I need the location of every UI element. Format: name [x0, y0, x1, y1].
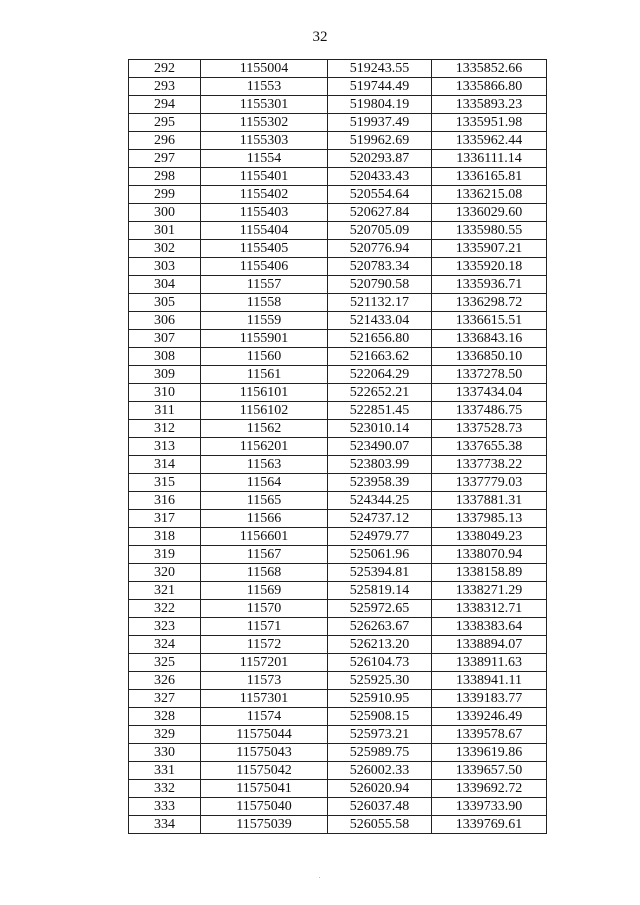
y-coordinate-cell: 1338941.11 [432, 672, 547, 690]
table-row [129, 294, 547, 312]
row-index-cell: 328 [129, 708, 201, 726]
table-row [129, 168, 547, 186]
row-index-cell: 322 [129, 600, 201, 618]
point-id-cell: 11554 [201, 150, 328, 168]
x-coordinate-cell: 525394.81 [328, 564, 432, 582]
table-row [129, 384, 547, 402]
x-coordinate-cell: 520293.87 [328, 150, 432, 168]
table-row [129, 366, 547, 384]
point-id-cell: 11575044 [201, 726, 328, 744]
row-index-cell: 330 [129, 744, 201, 762]
row-index-cell: 313 [129, 438, 201, 456]
x-coordinate-cell: 525061.96 [328, 546, 432, 564]
table-row [129, 672, 547, 690]
table-row [129, 510, 547, 528]
y-coordinate-cell: 1336215.08 [432, 186, 547, 204]
point-id-cell: 11560 [201, 348, 328, 366]
x-coordinate-cell: 525908.15 [328, 708, 432, 726]
point-id-cell: 11572 [201, 636, 328, 654]
point-id-cell: 11564 [201, 474, 328, 492]
y-coordinate-cell: 1337486.75 [432, 402, 547, 420]
point-id-cell: 1156101 [201, 384, 328, 402]
y-coordinate-cell: 1335951.98 [432, 114, 547, 132]
y-coordinate-cell: 1338271.29 [432, 582, 547, 600]
point-id-cell: 11553 [201, 78, 328, 96]
x-coordinate-cell: 526002.33 [328, 762, 432, 780]
point-id-cell: 11575041 [201, 780, 328, 798]
row-index-cell: 315 [129, 474, 201, 492]
y-coordinate-cell: 1337655.38 [432, 438, 547, 456]
y-coordinate-cell: 1338158.89 [432, 564, 547, 582]
point-id-cell: 11575040 [201, 798, 328, 816]
table-row [129, 726, 547, 744]
row-index-cell: 309 [129, 366, 201, 384]
point-id-cell: 1157301 [201, 690, 328, 708]
table-body [129, 60, 547, 834]
table-row [129, 816, 547, 834]
row-index-cell: 333 [129, 798, 201, 816]
point-id-cell: 1157201 [201, 654, 328, 672]
y-coordinate-cell: 1338312.71 [432, 600, 547, 618]
row-index-cell: 326 [129, 672, 201, 690]
table-row [129, 132, 547, 150]
row-index-cell: 293 [129, 78, 201, 96]
row-index-cell: 301 [129, 222, 201, 240]
row-index-cell: 302 [129, 240, 201, 258]
x-coordinate-cell: 526020.94 [328, 780, 432, 798]
point-id-cell: 11559 [201, 312, 328, 330]
table-row [129, 438, 547, 456]
y-coordinate-cell: 1338383.64 [432, 618, 547, 636]
table-row [129, 744, 547, 762]
point-id-cell: 11571 [201, 618, 328, 636]
point-id-cell: 1155301 [201, 96, 328, 114]
y-coordinate-cell: 1336615.51 [432, 312, 547, 330]
x-coordinate-cell: 522064.29 [328, 366, 432, 384]
scan-speck [319, 877, 320, 878]
y-coordinate-cell: 1336165.81 [432, 168, 547, 186]
row-index-cell: 299 [129, 186, 201, 204]
point-id-cell: 11558 [201, 294, 328, 312]
table-row [129, 330, 547, 348]
y-coordinate-cell: 1336850.10 [432, 348, 547, 366]
point-id-cell: 11561 [201, 366, 328, 384]
row-index-cell: 319 [129, 546, 201, 564]
table-row [129, 186, 547, 204]
y-coordinate-cell: 1338911.63 [432, 654, 547, 672]
row-index-cell: 334 [129, 816, 201, 834]
y-coordinate-cell: 1338070.94 [432, 546, 547, 564]
table-row [129, 222, 547, 240]
table-row [129, 546, 547, 564]
x-coordinate-cell: 520433.43 [328, 168, 432, 186]
x-coordinate-cell: 525925.30 [328, 672, 432, 690]
y-coordinate-cell: 1339183.77 [432, 690, 547, 708]
y-coordinate-cell: 1337434.04 [432, 384, 547, 402]
y-coordinate-cell: 1338894.07 [432, 636, 547, 654]
table-row [129, 456, 547, 474]
x-coordinate-cell: 521132.17 [328, 294, 432, 312]
row-index-cell: 296 [129, 132, 201, 150]
row-index-cell: 311 [129, 402, 201, 420]
table-row [129, 78, 547, 96]
x-coordinate-cell: 519804.19 [328, 96, 432, 114]
point-id-cell: 1155404 [201, 222, 328, 240]
table-row [129, 564, 547, 582]
y-coordinate-cell: 1335936.71 [432, 276, 547, 294]
x-coordinate-cell: 520705.09 [328, 222, 432, 240]
table-row [129, 528, 547, 546]
x-coordinate-cell: 526055.58 [328, 816, 432, 834]
x-coordinate-cell: 526213.20 [328, 636, 432, 654]
y-coordinate-cell: 1337528.73 [432, 420, 547, 438]
row-index-cell: 292 [129, 60, 201, 78]
x-coordinate-cell: 520627.84 [328, 204, 432, 222]
y-coordinate-cell: 1339769.61 [432, 816, 547, 834]
x-coordinate-cell: 520776.94 [328, 240, 432, 258]
table-row [129, 312, 547, 330]
row-index-cell: 321 [129, 582, 201, 600]
row-index-cell: 314 [129, 456, 201, 474]
row-index-cell: 325 [129, 654, 201, 672]
x-coordinate-cell: 525819.14 [328, 582, 432, 600]
y-coordinate-cell: 1338049.23 [432, 528, 547, 546]
table-row [129, 798, 547, 816]
point-id-cell: 1155403 [201, 204, 328, 222]
row-index-cell: 305 [129, 294, 201, 312]
point-id-cell: 11563 [201, 456, 328, 474]
table-row [129, 636, 547, 654]
row-index-cell: 317 [129, 510, 201, 528]
x-coordinate-cell: 519937.49 [328, 114, 432, 132]
row-index-cell: 303 [129, 258, 201, 276]
table-row [129, 258, 547, 276]
row-index-cell: 304 [129, 276, 201, 294]
row-index-cell: 316 [129, 492, 201, 510]
x-coordinate-cell: 522851.45 [328, 402, 432, 420]
point-id-cell: 11575042 [201, 762, 328, 780]
table-row [129, 654, 547, 672]
point-id-cell: 1155004 [201, 60, 328, 78]
row-index-cell: 297 [129, 150, 201, 168]
y-coordinate-cell: 1335962.44 [432, 132, 547, 150]
x-coordinate-cell: 522652.21 [328, 384, 432, 402]
row-index-cell: 327 [129, 690, 201, 708]
x-coordinate-cell: 524979.77 [328, 528, 432, 546]
coordinates-table [128, 59, 547, 834]
row-index-cell: 320 [129, 564, 201, 582]
x-coordinate-cell: 521663.62 [328, 348, 432, 366]
row-index-cell: 306 [129, 312, 201, 330]
x-coordinate-cell: 520554.64 [328, 186, 432, 204]
y-coordinate-cell: 1335852.66 [432, 60, 547, 78]
table-row [129, 582, 547, 600]
y-coordinate-cell: 1339246.49 [432, 708, 547, 726]
point-id-cell: 11573 [201, 672, 328, 690]
table-row [129, 402, 547, 420]
point-id-cell: 1156102 [201, 402, 328, 420]
x-coordinate-cell: 523803.99 [328, 456, 432, 474]
y-coordinate-cell: 1336029.60 [432, 204, 547, 222]
point-id-cell: 1156201 [201, 438, 328, 456]
row-index-cell: 324 [129, 636, 201, 654]
row-index-cell: 323 [129, 618, 201, 636]
row-index-cell: 300 [129, 204, 201, 222]
y-coordinate-cell: 1337881.31 [432, 492, 547, 510]
x-coordinate-cell: 524344.25 [328, 492, 432, 510]
row-index-cell: 318 [129, 528, 201, 546]
x-coordinate-cell: 519243.55 [328, 60, 432, 78]
table-row [129, 600, 547, 618]
table-row [129, 348, 547, 366]
x-coordinate-cell: 520783.34 [328, 258, 432, 276]
table-row [129, 240, 547, 258]
y-coordinate-cell: 1336111.14 [432, 150, 547, 168]
x-coordinate-cell: 526037.48 [328, 798, 432, 816]
table-row [129, 492, 547, 510]
point-id-cell: 11574 [201, 708, 328, 726]
point-id-cell: 11567 [201, 546, 328, 564]
table-row [129, 114, 547, 132]
x-coordinate-cell: 525989.75 [328, 744, 432, 762]
x-coordinate-cell: 521433.04 [328, 312, 432, 330]
point-id-cell: 11569 [201, 582, 328, 600]
y-coordinate-cell: 1337779.03 [432, 474, 547, 492]
x-coordinate-cell: 523010.14 [328, 420, 432, 438]
row-index-cell: 331 [129, 762, 201, 780]
point-id-cell: 11575043 [201, 744, 328, 762]
point-id-cell: 11566 [201, 510, 328, 528]
table-row [129, 420, 547, 438]
x-coordinate-cell: 525972.65 [328, 600, 432, 618]
row-index-cell: 329 [129, 726, 201, 744]
point-id-cell: 11570 [201, 600, 328, 618]
y-coordinate-cell: 1337738.22 [432, 456, 547, 474]
point-id-cell: 11557 [201, 276, 328, 294]
point-id-cell: 1155901 [201, 330, 328, 348]
x-coordinate-cell: 521656.80 [328, 330, 432, 348]
y-coordinate-cell: 1339619.86 [432, 744, 547, 762]
page-number: 32 [312, 29, 328, 45]
point-id-cell: 11575039 [201, 816, 328, 834]
table-row [129, 150, 547, 168]
y-coordinate-cell: 1339733.90 [432, 798, 547, 816]
y-coordinate-cell: 1337278.50 [432, 366, 547, 384]
x-coordinate-cell: 520790.58 [328, 276, 432, 294]
table-row [129, 780, 547, 798]
y-coordinate-cell: 1335893.23 [432, 96, 547, 114]
x-coordinate-cell: 523958.39 [328, 474, 432, 492]
y-coordinate-cell: 1335980.55 [432, 222, 547, 240]
table-row [129, 474, 547, 492]
point-id-cell: 1156601 [201, 528, 328, 546]
y-coordinate-cell: 1339578.67 [432, 726, 547, 744]
y-coordinate-cell: 1339657.50 [432, 762, 547, 780]
point-id-cell: 1155401 [201, 168, 328, 186]
table-row [129, 762, 547, 780]
y-coordinate-cell: 1335866.80 [432, 78, 547, 96]
y-coordinate-cell: 1339692.72 [432, 780, 547, 798]
table-row [129, 708, 547, 726]
point-id-cell: 1155303 [201, 132, 328, 150]
table-row [129, 690, 547, 708]
x-coordinate-cell: 525910.95 [328, 690, 432, 708]
y-coordinate-cell: 1335920.18 [432, 258, 547, 276]
x-coordinate-cell: 519962.69 [328, 132, 432, 150]
y-coordinate-cell: 1337985.13 [432, 510, 547, 528]
table-row [129, 60, 547, 78]
row-index-cell: 294 [129, 96, 201, 114]
x-coordinate-cell: 523490.07 [328, 438, 432, 456]
row-index-cell: 295 [129, 114, 201, 132]
table-row [129, 276, 547, 294]
row-index-cell: 308 [129, 348, 201, 366]
point-id-cell: 1155402 [201, 186, 328, 204]
row-index-cell: 307 [129, 330, 201, 348]
row-index-cell: 312 [129, 420, 201, 438]
row-index-cell: 332 [129, 780, 201, 798]
row-index-cell: 310 [129, 384, 201, 402]
point-id-cell: 1155405 [201, 240, 328, 258]
y-coordinate-cell: 1335907.21 [432, 240, 547, 258]
table-row [129, 204, 547, 222]
x-coordinate-cell: 519744.49 [328, 78, 432, 96]
point-id-cell: 11568 [201, 564, 328, 582]
table-row [129, 96, 547, 114]
x-coordinate-cell: 526263.67 [328, 618, 432, 636]
point-id-cell: 1155302 [201, 114, 328, 132]
point-id-cell: 11562 [201, 420, 328, 438]
y-coordinate-cell: 1336298.72 [432, 294, 547, 312]
y-coordinate-cell: 1336843.16 [432, 330, 547, 348]
x-coordinate-cell: 525973.21 [328, 726, 432, 744]
table-row [129, 618, 547, 636]
x-coordinate-cell: 526104.73 [328, 654, 432, 672]
point-id-cell: 11565 [201, 492, 328, 510]
point-id-cell: 1155406 [201, 258, 328, 276]
row-index-cell: 298 [129, 168, 201, 186]
x-coordinate-cell: 524737.12 [328, 510, 432, 528]
